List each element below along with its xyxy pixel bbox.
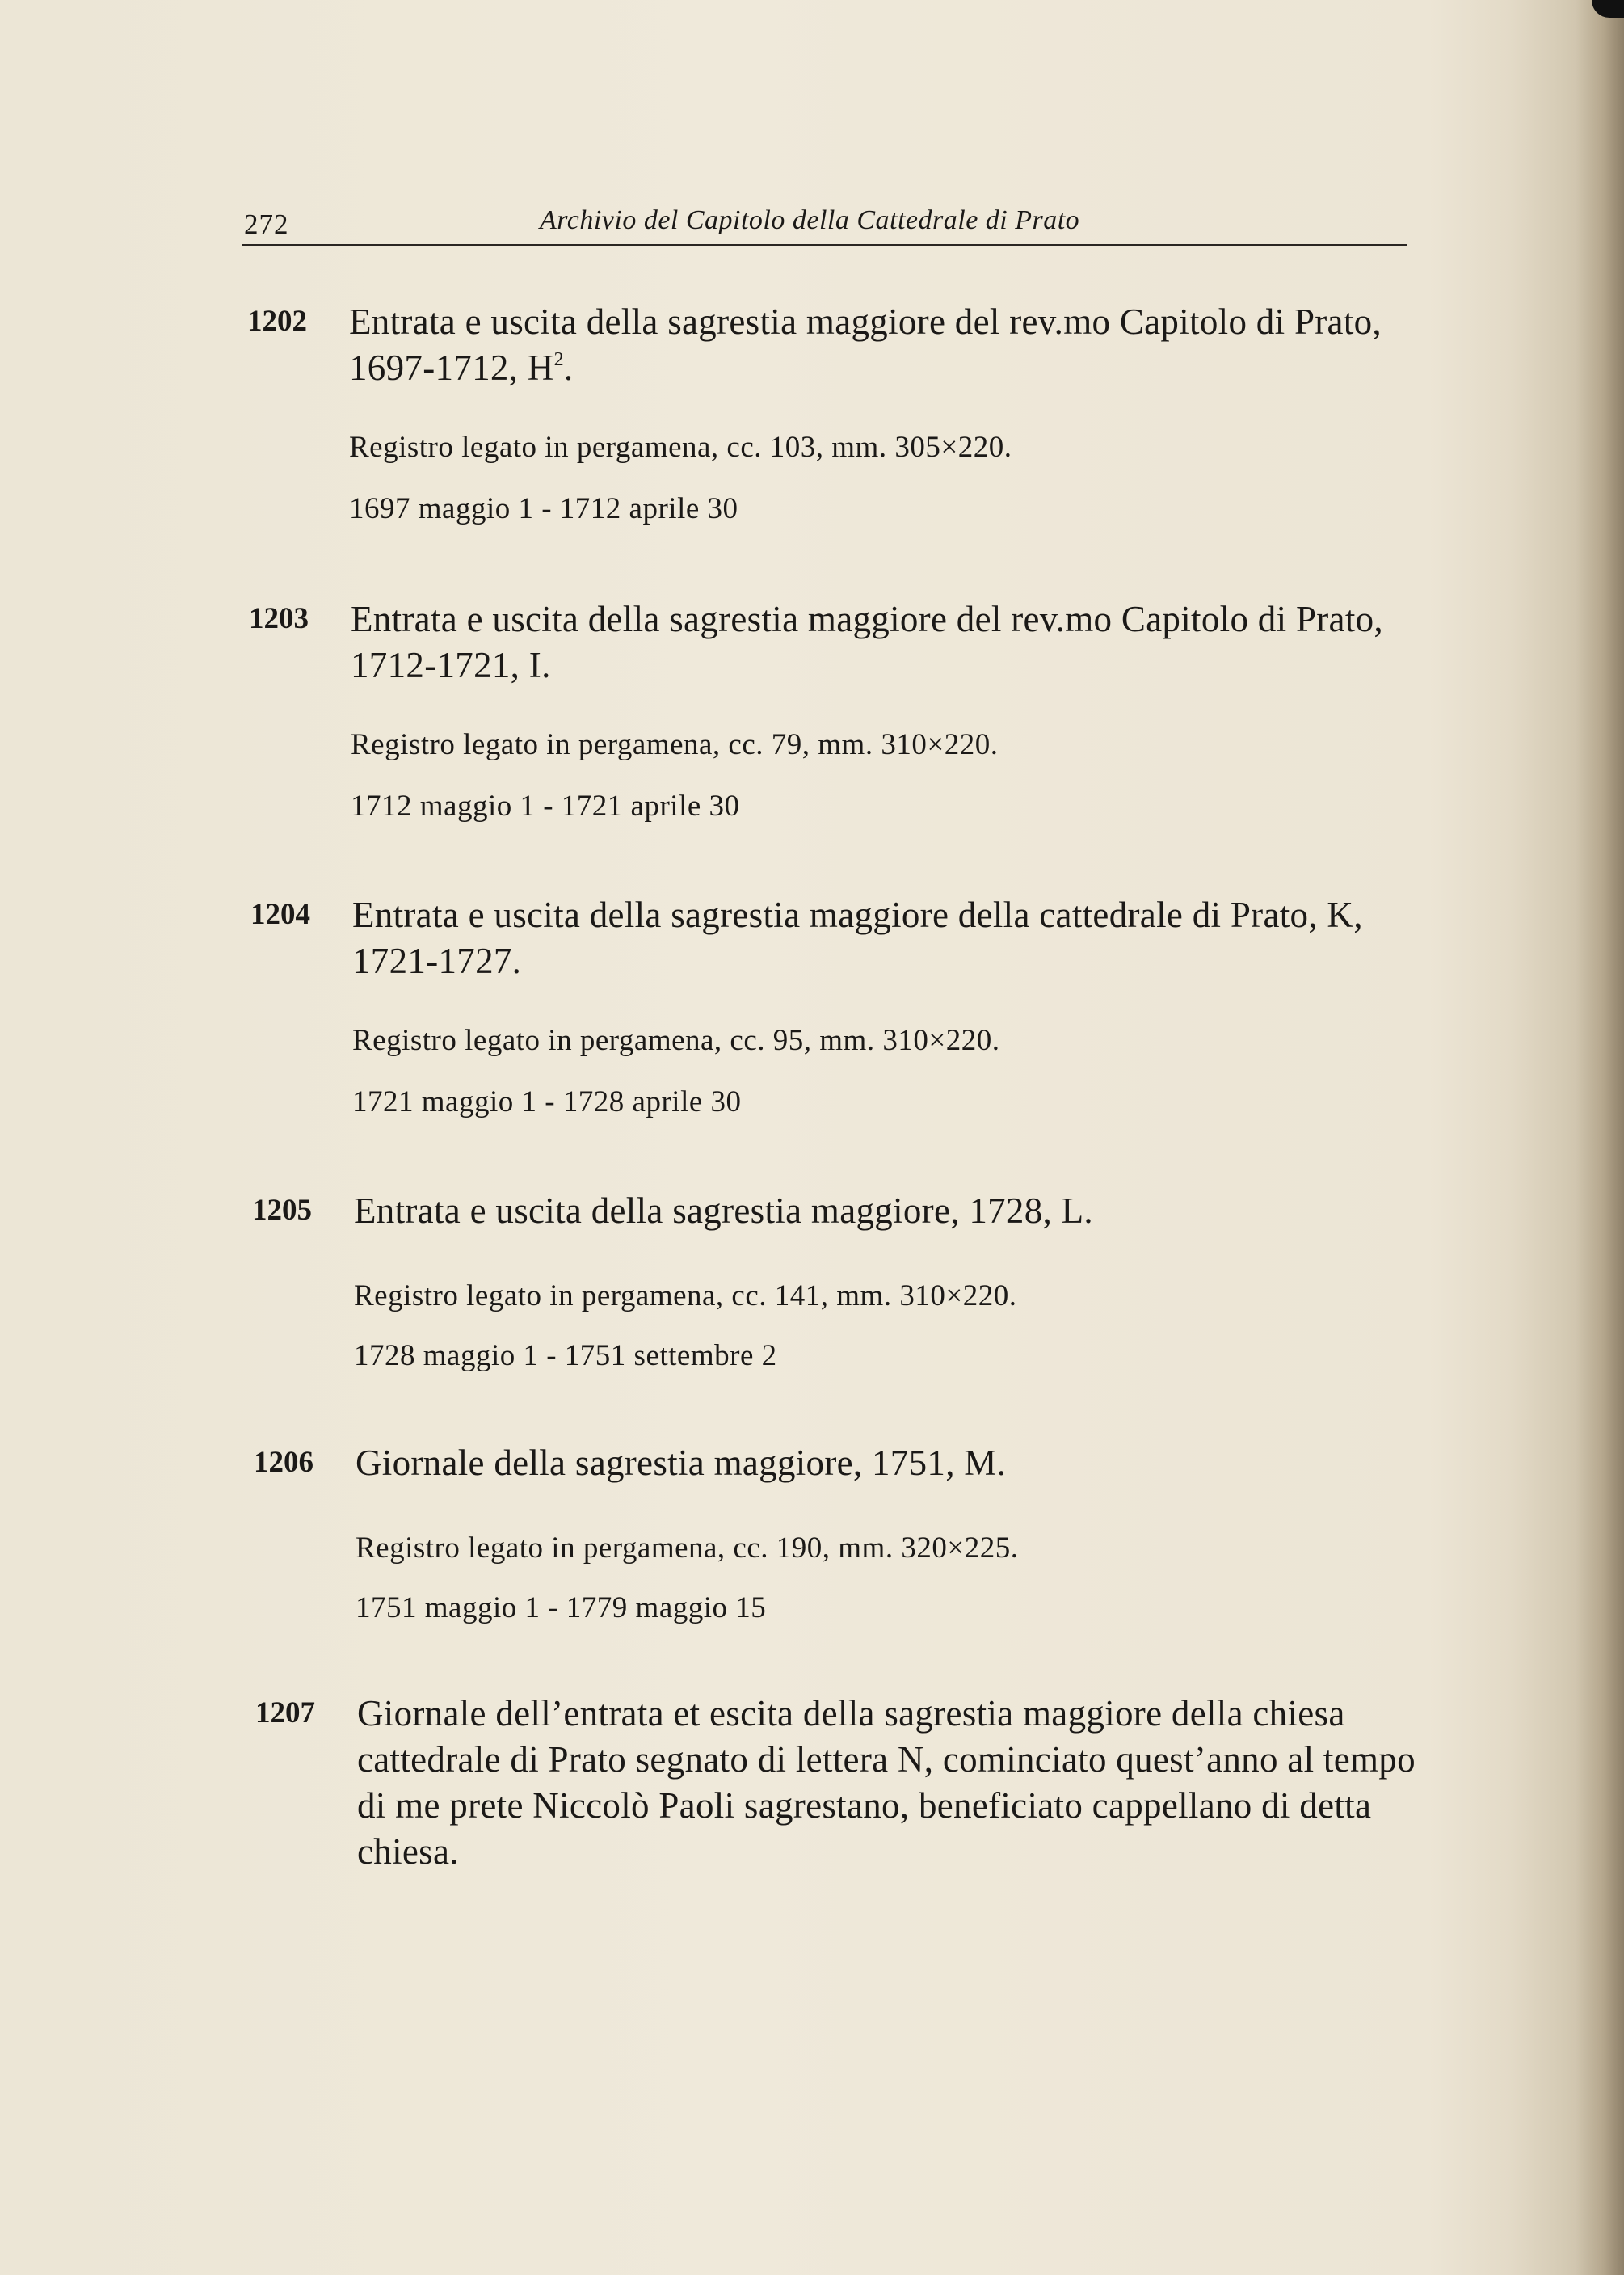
entry-dates: 1721 maggio 1 - 1728 aprile 30: [352, 1085, 742, 1119]
gutter-shadow: [1576, 0, 1624, 2275]
entry-dates: 1751 maggio 1 - 1779 maggio 15: [356, 1591, 767, 1624]
title-superscript: 2: [553, 349, 564, 370]
entry-number: 1207: [255, 1696, 315, 1729]
running-head: Archivio del Capitolo della Cattedrale di Prato: [540, 205, 1080, 235]
header-rule: [242, 244, 1407, 246]
entry-description: Registro legato in pergamena, cc. 141, mm. 310×220.: [354, 1279, 1017, 1312]
entry-title: Entrata e uscita della sagrestia maggiore, 1728, L.: [354, 1190, 1093, 1231]
entry-number: 1202: [247, 305, 307, 338]
entry-description: Registro legato in pergamena, cc. 95, mm. 310×220.: [352, 1024, 1000, 1057]
entry-title: [349, 299, 1416, 391]
entry-dates: 1697 maggio 1 - 1712 aprile 30: [349, 492, 738, 525]
entry-title-text: Entrata e uscita della sagrestia maggiore del rev.mo Capitolo di Prato, 1697-1712, H: [349, 301, 1382, 388]
entry-description: Registro legato in pergamena, cc. 103, mm. 305×220.: [349, 431, 1012, 464]
entry-dates: 1728 maggio 1 - 1751 settembre 2: [354, 1339, 777, 1372]
entry-title: Entrata e uscita della sagrestia maggiore del rev.mo Capitolo di Prato, 1712-1721, I.: [351, 599, 1383, 685]
entry-title: Entrata e uscita della sagrestia maggiore della cattedrale di Prato, K, 1721-1727.: [352, 895, 1363, 981]
entry-number: 1205: [252, 1194, 312, 1227]
title-end: .: [563, 348, 574, 388]
entry-description: Registro legato in pergamena, cc. 79, mm. 310×220.: [351, 728, 999, 761]
entry-number: 1204: [250, 898, 310, 931]
page-number: 272: [244, 209, 289, 240]
entry-number: 1206: [254, 1446, 313, 1479]
entry-title: Giornale della sagrestia maggiore, 1751, M.: [356, 1443, 1007, 1483]
entry-dates: 1712 maggio 1 - 1721 aprile 30: [351, 790, 740, 823]
entry-title: Giornale dell’entrata et escita della sagrestia maggiore della chiesa cattedrale di Prato segnato di lettera N, cominciato quest’anno al tempo di me prete Niccolò Paoli sagrestano, beneficiato cappellano di detta chiesa.: [357, 1693, 1416, 1872]
entry-number: 1203: [249, 602, 309, 635]
entry-description: Registro legato in pergamena, cc. 190, mm. 320×225.: [356, 1531, 1019, 1565]
